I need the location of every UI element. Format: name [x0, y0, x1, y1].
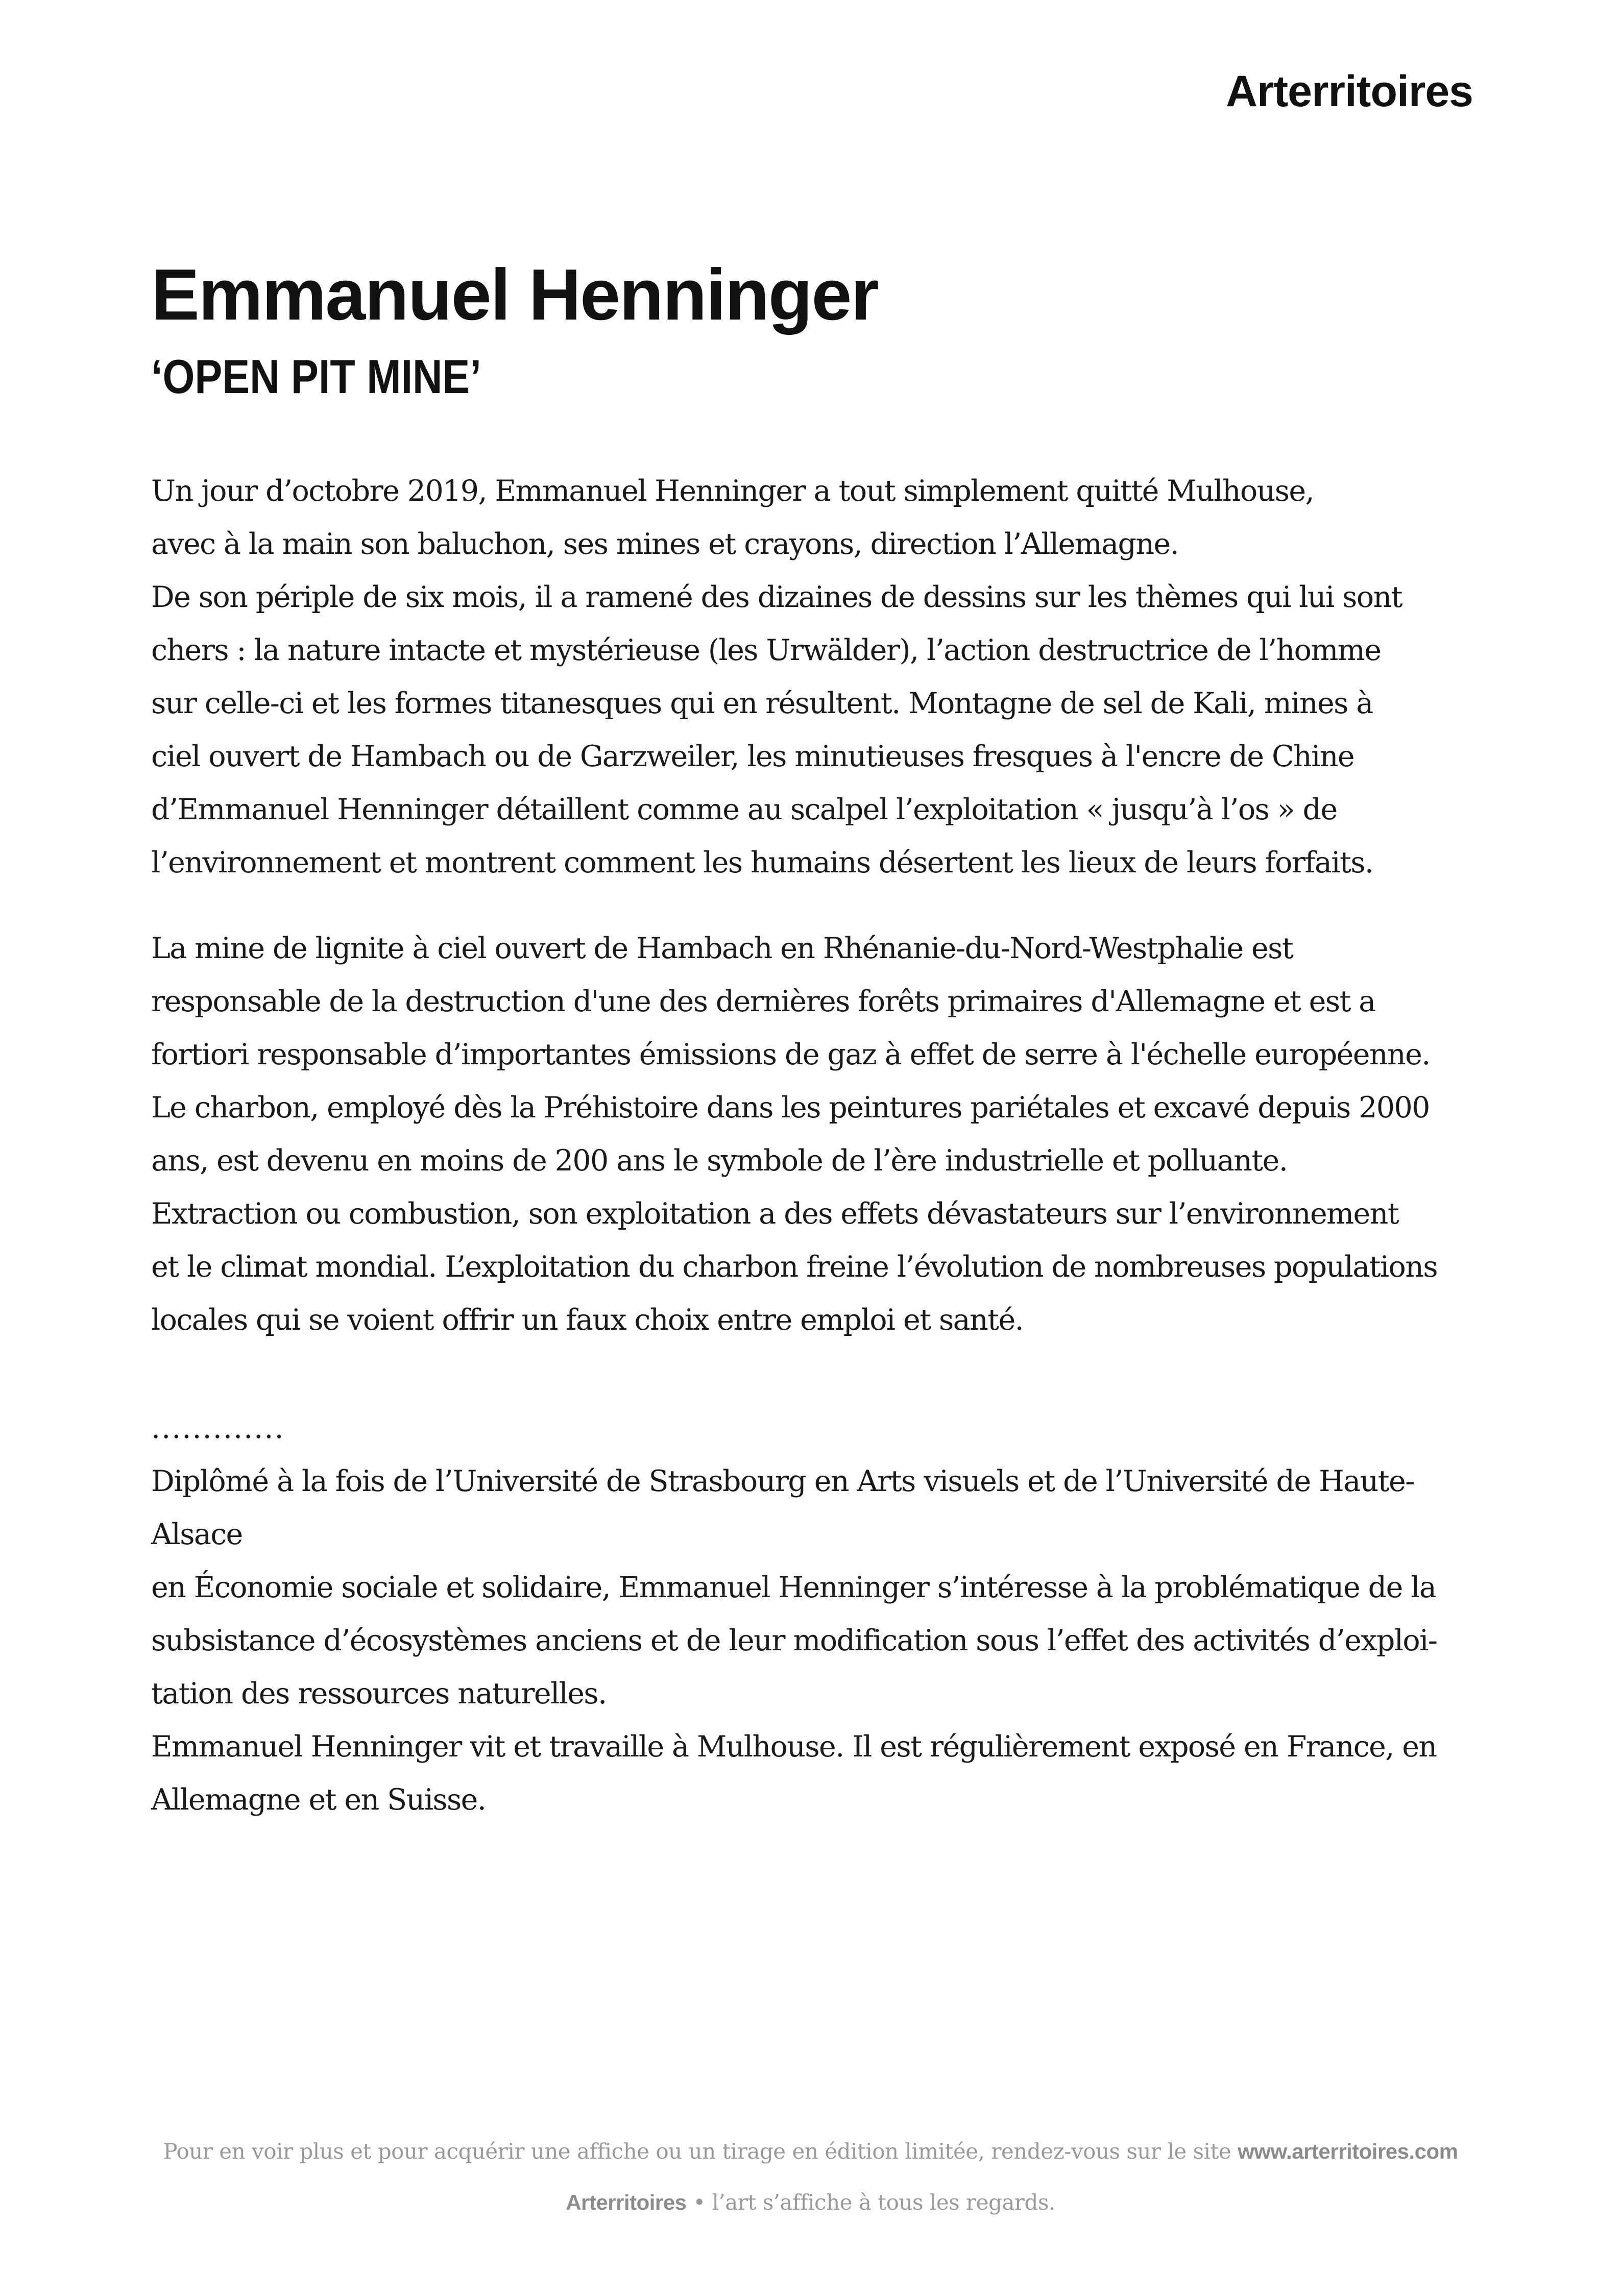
brand-logo: Arterritoires: [1225, 67, 1473, 116]
text-line: Allemagne et en Suisse.: [151, 1783, 486, 1817]
text-line: l’environnement et montrent comment les humains désertent les lieux de leurs forfaits.: [151, 846, 1373, 880]
paragraph-intro: [151, 465, 1479, 889]
text-line: chers : la nature intacte et mystérieuse (les Urwälder), l’action destructrice de l’homme: [151, 633, 1381, 667]
text-line: ans, est devenu en moins de 200 ans le symbole de l’ère industrielle et polluante.: [151, 1144, 1288, 1178]
text-line: Un jour d’octobre 2019, Emmanuel Henninger a tout simplement quitté Mulhouse,: [151, 474, 1314, 508]
text-line: ciel ouvert de Hambach ou de Garzweiler, les minutieuses fresques à l'encre de Chine: [151, 740, 1354, 773]
footer-website-link[interactable]: www.arterritoires.com: [1238, 2139, 1458, 2163]
text-line: sur celle-ci et les formes titanesques qui en résultent. Montagne de sel de Kali, mines à: [151, 687, 1373, 720]
separator-dots: .............: [151, 1411, 285, 1445]
text-line: tation des ressources naturelles.: [151, 1677, 607, 1711]
header-block: [151, 255, 1479, 403]
text-line: Emmanuel Henninger vit et travaille à Mulhouse. Il est régulièrement exposé en France, en: [151, 1730, 1437, 1764]
text-line: Extraction ou combustion, son exploitation a des effets dévastateurs sur l’environnement: [151, 1197, 1399, 1231]
footer-brand: Arterritoires: [566, 2190, 687, 2214]
text-line: La mine de lignite à ciel ouvert de Hambach en Rhénanie-du-Nord-Westphalie est: [151, 932, 1293, 965]
artist-name: Emmanuel Henninger: [151, 254, 878, 335]
footer-line-2: [0, 2190, 1621, 2215]
text-line: Le charbon, employé dès la Préhistoire dans les peintures pariétales et excavé depuis 2000: [151, 1091, 1430, 1125]
text-line: responsable de la destruction d'une des dernières forêts primaires d'Allemagne et est a: [151, 985, 1375, 1018]
text-line: Diplômé à la fois de l’Université de Strasbourg en Arts visuels et de l’Université de Haute-Alsace: [151, 1464, 1414, 1551]
text-line: et le climat mondial. L’exploitation du charbon freine l’évolution de nombreuses populations: [151, 1250, 1438, 1284]
paragraph-biography: [151, 1455, 1479, 1826]
body-text: [151, 465, 1479, 1826]
footer-line-1: [0, 2139, 1621, 2164]
text-line: d’Emmanuel Henninger détaillent comme au scalpel l’exploitation « jusqu’à l’os » de: [151, 793, 1337, 826]
footer-tagline: • l’art s’affiche à tous les regards.: [686, 2190, 1055, 2215]
text-line: fortiori responsable d’importantes émissions de gaz à effet de serre à l'échelle européenne.: [151, 1038, 1430, 1071]
text-line: De son périple de six mois, il a ramené des dizaines de dessins sur les thèmes qui lui sont: [151, 580, 1402, 614]
footer-text: Pour en voir plus et pour acquérir une affiche ou un tirage en édition limitée, rendez-vous sur le site: [163, 2139, 1238, 2164]
text-line: en Économie sociale et solidaire, Emmanuel Henninger s’intéresse à la problématique de la: [151, 1571, 1436, 1604]
text-line: avec à la main son baluchon, ses mines et crayons, direction l’Allemagne.: [151, 527, 1179, 561]
text-line: locales qui se voient offrir un faux choix entre emploi et santé.: [151, 1303, 1024, 1337]
text-line: subsistance d’écosystèmes anciens et de leur modification sous l’effet des activités d’exploi-: [151, 1624, 1437, 1657]
work-title: ‘OPEN PIT MINE’: [151, 350, 481, 404]
paragraph-hambach: [151, 922, 1479, 1347]
